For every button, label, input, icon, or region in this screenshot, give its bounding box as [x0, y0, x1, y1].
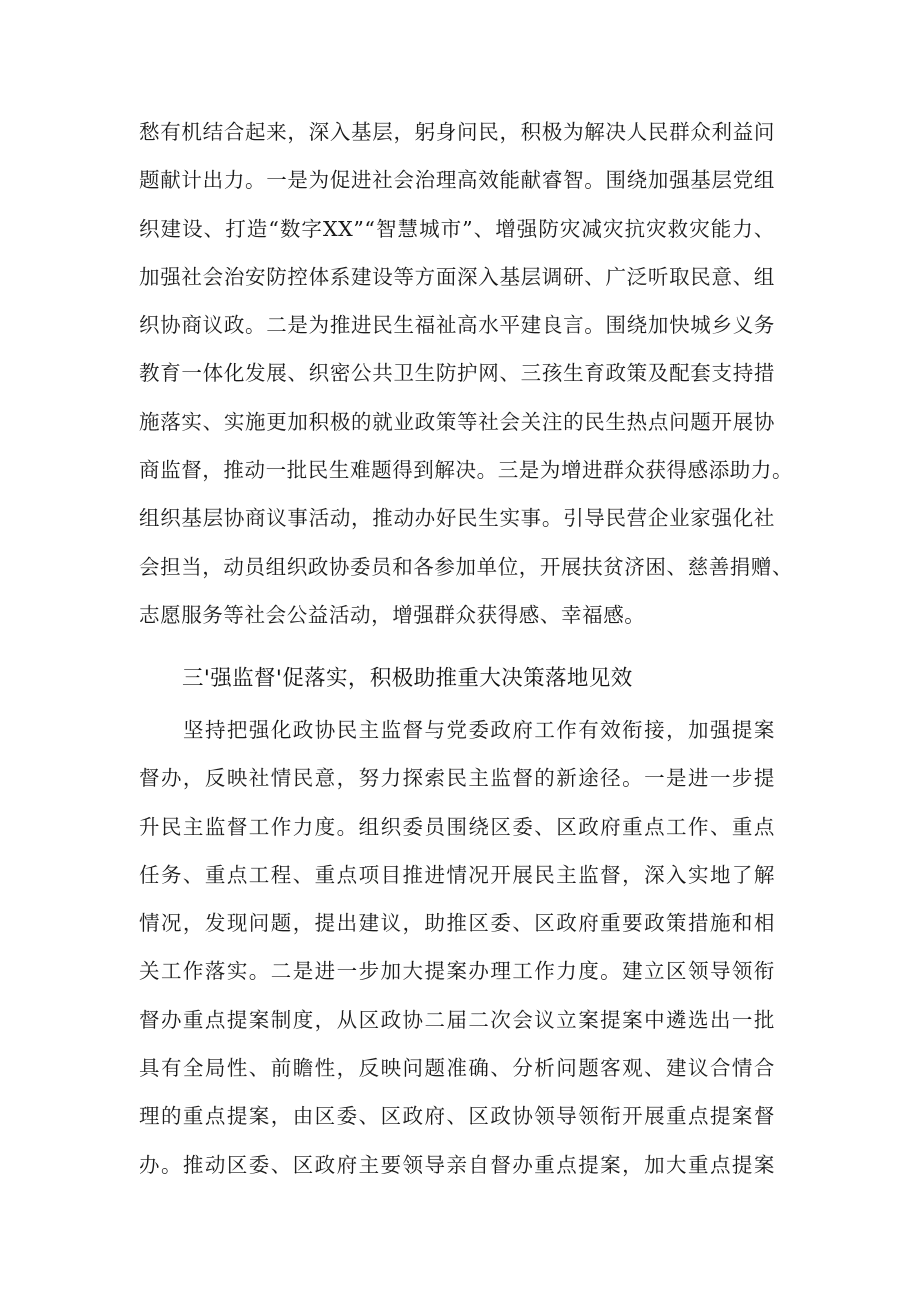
paragraph-line: 理的重点提案，由区委、区政府、区政协领导领衔开展重点提案督: [139, 1104, 775, 1129]
section-heading: 三'强监督'促落实，积极助推重大决策落地见效: [182, 666, 633, 691]
paragraph-line: 织建设、打造“数字XX”“智慧城市”、增强防灾减灾抗灾救灾能力、: [139, 216, 775, 241]
paragraph-line: 办。推动区委、区政府主要领导亲自督办重点提案，加大重点提案: [139, 1152, 775, 1177]
paragraph-line: 志愿服务等社会公益活动，增强群众获得感、幸福感。: [139, 602, 646, 627]
paragraph-line: 坚持把强化政协民主监督与党委政府工作有效衔接，加强提案: [183, 718, 775, 742]
paragraph-line: 关工作落实。二是进一步加大提案办理工作力度。建立区领导领衔: [139, 959, 775, 984]
paragraph-line: 会担当，动员组织政协委员和各参加单位，开展扶贫济困、慈善捐赠、: [139, 554, 794, 579]
paragraph-line: 施落实、实施更加积极的就业政策等社会关注的民生热点问题开展协: [139, 409, 775, 434]
paragraph-line: 具有全局性、前瞻性，反映问题准确、分析问题客观、建议合情合: [139, 1056, 775, 1081]
paragraph-line: 商监督，推动一批民生难题得到解决。三是为增进群众获得感添助力。: [139, 458, 794, 483]
paragraph-line: 情况，发现问题，提出建议，助推区委、区政府重要政策措施和相: [139, 911, 775, 936]
paragraph-line: 组织基层协商议事活动，推动办好民生实事。引导民营企业家强化社: [139, 506, 775, 531]
paragraph-line: 加强社会治安防控体系建设等方面深入基层调研、广泛听取民意、组: [139, 264, 775, 289]
paragraph-democratic-supervision: [139, 706, 775, 1189]
paragraph-line: 督办重点提案制度，从区政协二届二次会议立案提案中遴选出一批: [139, 1007, 775, 1032]
paragraph-line: 题献计出力。一是为促进社会治理高效能献睿智。围绕加强基层党组: [139, 168, 775, 193]
paragraph-line: 教育一体化发展、织密公共卫生防护网、三孩生育政策及配套支持措: [139, 361, 775, 386]
paragraph-social-governance: [139, 108, 794, 639]
paragraph-line: 督办，反映社情民意，努力探索民主监督的新途径。一是进一步提: [139, 766, 775, 791]
paragraph-line: 任务、重点工程、重点项目推进情况开展民主监督，深入实地了解: [139, 862, 775, 887]
paragraph-line: 愁有机结合起来，深入基层，躬身问民，积极为解决人民群众利益问: [139, 120, 775, 144]
paragraph-line: 织协商议政。二是为推进民生福祉高水平建良言。围绕加快城乡义务: [139, 313, 775, 338]
paragraph-line: 升民主监督工作力度。组织委员围绕区委、区政府重点工作、重点: [139, 814, 775, 839]
